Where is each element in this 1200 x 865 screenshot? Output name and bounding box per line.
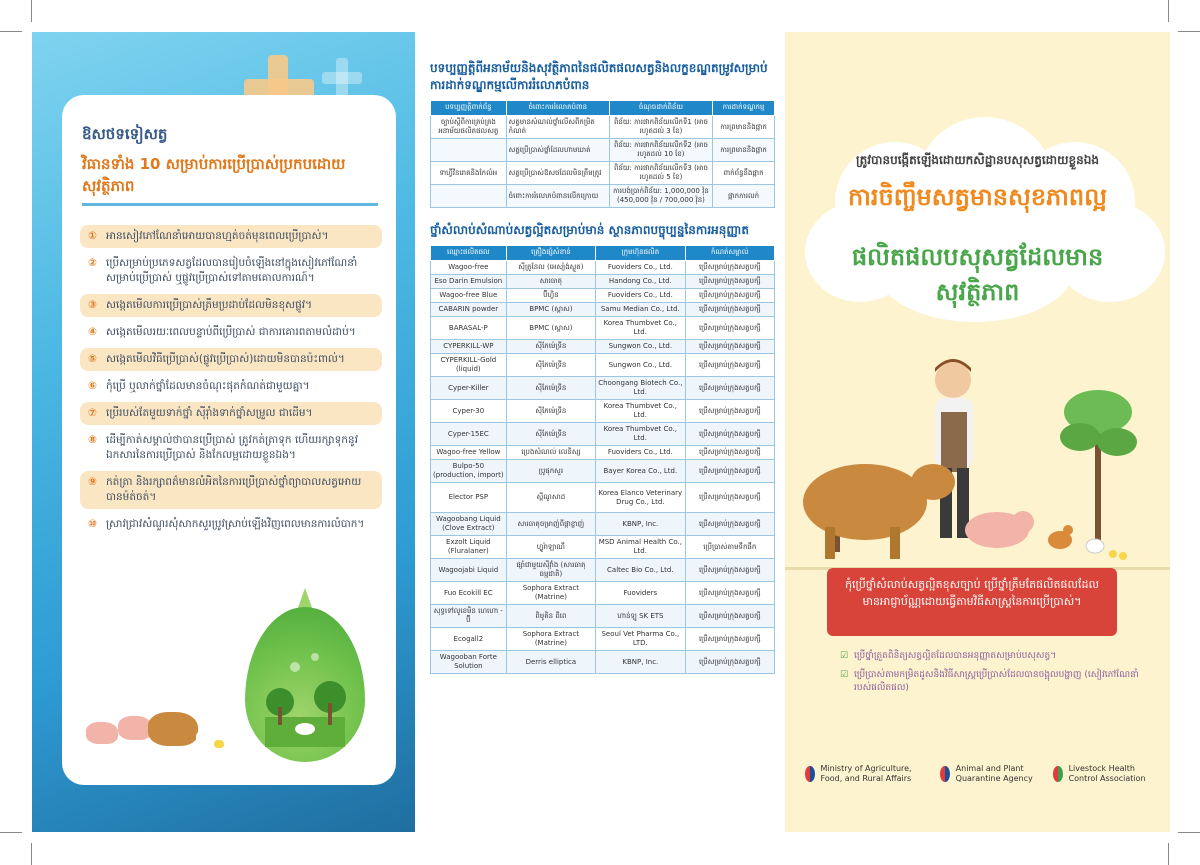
table-cell: ប្រើសម្រាប់ក្រុងសត្វបក្សី [685,377,774,400]
table-cell: KBNP, Inc. [596,513,685,536]
table-cell: Seoul Vet Pharma Co., LTD. [596,628,685,651]
rule-item [80,429,382,467]
table-cell: ប្រើសម្រាប់ក្រុងសត្វបក្សី [685,261,774,275]
table-row [431,605,775,628]
rule-text: ស្រាវជ្រាវសំណួរសុំសាកសួរប្រូវស្រាប់ឡើងវិញពេលមានការលំបាក។ [106,518,365,530]
table-cell: ប្រើសម្រាប់ក្រុងសត្វបក្សី [685,559,774,582]
table-row [431,139,775,162]
checklist [840,650,1140,701]
rule-text: អានសៀវភៅណែនាំអោយបានហ្មត់ចត់មុនពេលប្រើប្រាស់។ [106,230,329,242]
pig-icon [86,722,118,744]
table-cell: MSD Animal Health Co., Ltd. [596,536,685,559]
table-cell: ប្រើសម្រាប់ក្រុងសត្វបក្សី [685,446,774,460]
divider [82,203,378,206]
table-header: គ្រឿងផ្សំសំខាន់ [506,246,595,261]
agency-name: Animal and Plant Quarantine Agency [955,764,1033,783]
table-cell: Sungwon Co., Ltd. [596,354,685,377]
agency-logo [805,764,930,784]
table-header: ក្រុមហ៊ុនផលិត [596,246,685,261]
pesticides-title: ថ្នាំសំលាប់សំណាប់សត្វល្អិតសម្រាប់មាន់ ស្ថានភាពបច្ចុប្បន្ននៃការអនុញ្ញាត [430,223,750,237]
table-cell: Bayer Korea Co., Ltd. [596,460,685,483]
table-cell [431,185,507,208]
table-cell: ប្រើសម្រាប់ក្រុងសត្វបក្សី [685,303,774,317]
rule-item [80,513,382,536]
table-row [431,559,775,582]
table-row [431,628,775,651]
table-cell: Wagoo-free Yellow [431,446,507,460]
table-cell: ពិមូតិន ពីពេ [506,605,595,628]
table-cell: Wagoo-free [431,261,507,275]
table-cell: Korea Thumbvet Co., Ltd. [596,317,685,340]
table-row [431,423,775,446]
logos-row [805,764,1155,784]
table-cell: ប្រើសម្រាប់ក្រុងសត្វបក្សី [685,605,774,628]
table-cell: ប្រើសម្រាប់ក្រុងសត្វបក្សី [685,483,774,513]
table-header: ចំណុចដាក់ពិន័យ [609,101,712,116]
table-cell: Eso Darin Emulsion [431,275,507,289]
rule-number: ⑤ [88,353,97,365]
card-title: វិធានទាំង 10 សម្រាប់ការប្រើប្រាស់ប្រកបដោយសុវត្ថិភាព [82,155,346,195]
rule-number: ② [88,257,97,269]
table-cell: Exzolt Liquid (Fluralaner) [431,536,507,559]
table-cell: Derris elliptica [506,651,595,674]
table-cell: BARASAL-P [431,317,507,340]
rule-item [80,294,382,317]
table-cell: ស្ពីណូសាដ [506,483,595,513]
table-cell: ប៊ីហ្វិន [506,289,595,303]
table-row [431,400,775,423]
table-row [431,261,775,275]
table-cell: សុទ្ធទៅលូខេមិន ហេហោ - ប៊ី [431,605,507,628]
table-cell: ប្រេងសំណល់ លេនិស្ស [506,446,595,460]
rule-item [80,348,382,371]
table-row [431,289,775,303]
table-cell: ពិន័យ: ការផាកពិន័យលើកទី1 (អាចរហូតដល់ 3 ខែ) [609,116,712,139]
table-cell: Sophora Extract (Matrine) [506,628,595,651]
table-cell: Wagoojabi Liquid [431,559,507,582]
table-cell: ច្បាប់ស្តីពីការគ្រប់គ្រងអនាម័យផលិតផលសត្វ [431,116,507,139]
table-cell: Fuoviders Co., Ltd. [596,446,685,460]
table-cell: ប្រើសម្រាប់ក្រុងសត្វបក្សី [685,340,774,354]
table-cell: Elector PSP [431,483,507,513]
table-cell: Cyper-30 [431,400,507,423]
crop-mark [0,31,22,32]
checklist-text: ប្រើថ្នាំត្រួតពិនិត្យសត្វល្អិតដែលបានអនុញ្ញាតសម្រាប់បសុសត្វ។ [854,651,1057,661]
chicken-icon [196,730,216,746]
rule-item [80,375,382,398]
rule-text: សង្កេតមើលវិធីប្រើប្រាស់(ផ្លូវប្រើប្រាស់)ដោយមិនបានប៉ះពាល់។ [106,353,345,365]
rule-number: ⑦ [88,407,97,419]
table-cell [431,139,507,162]
table-cell: សត្វមានសំណល់ថ្នាំលើសពីកម្រិតកំណត់ [506,116,609,139]
table-row [431,317,775,340]
table-cell: ទាហ្វីវីនរោគនិងកែលំអ [431,162,507,185]
rule-item [80,471,382,509]
table-cell: ពាក់ព័ន្ធនឹងផ្អាក [713,162,775,185]
table-header: បទប្បញ្ញត្តិពាក់ព័ន្ធ [431,101,507,116]
table-cell: Fuoviders Co., Ltd. [596,289,685,303]
table-row [431,536,775,559]
table-cell: Korea Thumbvet Co., Ltd. [596,400,685,423]
regulations-title: បទប្បញ្ញត្តិពីអនាម័យនិងសុវត្ថិភាពនៃផលិតផលសត្វនិងលក្ខខណ្ឌតម្រូវសម្រាប់ការដាក់ទណ្ឌកម្មលើការរំលោភបំពាន [430,61,768,92]
rule-number: ③ [88,299,97,311]
farm-scene-icon [245,607,365,762]
crop-mark [31,843,32,865]
table-cell: Handong Co., Ltd. [596,275,685,289]
rule-text: ប្រើរបស់តែមួយទាក់ថ្នាំ ស៊ីរ៉ាំងទាក់ថ្នាំសម្រួល ជាដើម។ [106,407,313,419]
table-cell: Wagoobang Liquid (Clove Extract) [431,513,507,536]
table-cell: ប្រូផុកសួរ [506,460,595,483]
rule-text: កុំប្រើ ឬលាក់ថ្នាំដែលមានចំណុះផុតកំណត់ជាមួយគ្នា។ [106,380,310,392]
table-cell: ប្រើសម្រាប់ក្រុងសត្វបក្សី [685,582,774,605]
cover-title-1: ការចិញ្ចឹមសត្វមានសុខភាពល្អ [848,183,1107,211]
table-cell: Korea Thumbvet Co., Ltd. [596,423,685,446]
table-header: ឈ្មោះផលិតផល [431,246,507,261]
table-cell: Korea Elanco Veterinary Drug Co., Ltd. [596,483,685,513]
table-cell: Fuo Ecokill EC [431,582,507,605]
right-panel [785,32,1170,832]
table-row [431,513,775,536]
rule-number: ① [88,230,97,242]
table-cell: Fuoviders Co., Ltd. [596,261,685,275]
table-cell: Choongang Biotech Co., Ltd. [596,377,685,400]
table-row [431,483,775,513]
rule-text: សង្កេតមើលការប្រើប្រាស់ត្រឹមប្រដាប់ដែលមិនខុសផ្លូវ។ [106,299,313,311]
table-cell: ប្រើសម្រាប់ក្រុងសត្វបក្សី [685,275,774,289]
crop-mark [1168,843,1169,865]
table-cell: សារធាតុ [506,275,595,289]
table-cell: Cyper-Killer [431,377,507,400]
card-subtitle: ឱសថទទៀសត្វ [82,125,168,143]
table-cell: ប្រើសម្រាប់ក្រុងសត្វបក្សី [685,628,774,651]
rule-number: ⑧ [88,434,97,446]
table-row [431,340,775,354]
table-cell: ស៊ីភែម៉េទ្រីន [506,400,595,423]
table-cell: ពិន័យ: ការផាកពិន័យលើកទី2 (អាចរហូតដល់ 10 ខែ) [609,139,712,162]
table-cell: ផ្អាកការលក់ [713,185,775,208]
checklist-item [840,669,1140,695]
table-cell: Bulpo-50 (production, import) [431,460,507,483]
agency-name: Livestock Health Control Association [1068,764,1146,783]
table-row [431,275,775,289]
rule-text: ប្រើសម្រាប់ប្រភេទសត្វដែលបានរៀបចំឡើងនៅក្នុងសៀវភៅណែនាំសម្រាប់ប្រើប្រាស់ ឬផ្លូវប្រើប្រាស់ទៅតាមគោលការណ៍។ [106,257,358,284]
table-header: ការដាក់ទណ្ឌកម្ម [713,101,775,116]
table-cell: Ecogall2 [431,628,507,651]
table-cell: BPMC (ស្ពាស) [506,317,595,340]
agency-name: Ministry of Agriculture, Food, and Rural Affairs [820,764,912,783]
green-drop-illustration [245,607,365,762]
table-row [431,354,775,377]
table-cell: ស៊ីត្រូនែល (អេស្យ៉ង់ស្ងួត) [506,261,595,275]
table-cell: Sungwon Co., Ltd. [596,340,685,354]
regulations-table [430,100,775,208]
table-cell: សារធាតុចម្រាញ់ពីផ្កាខ្លាញ់ [506,513,595,536]
table-cell: Wagooban Forte Solution [431,651,507,674]
table-row [431,185,775,208]
table-cell: ស៊ីភែម៉េទ្រីន [506,423,595,446]
rule-text: កត់ត្រា និងរក្សាពត៌មានលំអិតនៃការប្រើប្រាស់ថ្នាំព្យាបាលសត្វអោយបានម៉ត់ចត់។ [106,476,362,503]
cow-icon [148,712,198,746]
checkbox-icon: ☑ [840,651,849,661]
pig-icon [118,716,152,740]
cover-title-2: ផលិតផលបសុសត្វដែលមានសុវត្ថិភាព [851,243,1104,306]
table-cell: ការព្រមាននិងផ្អាក [713,116,775,139]
table-cell: ប្រើសម្រាប់ក្រុងសត្វបក្សី [685,460,774,483]
warning-box: កុំប្រើថ្នាំសំលាប់សត្វល្អិតខុសច្បាប់ ប្រើថ្នាំត្រឹមតែផលិតផលដែលមានអាជ្ញាប័ណ្ណដោយធ្វើតាមវិធីសាស្ត្រនៃការប្រើប្រាស់។ [827,568,1117,636]
table-cell: CYPERKILL-WP [431,340,507,354]
table-cell: KBNP, Inc. [596,651,685,674]
crop-mark [1168,0,1169,22]
middle-panel [430,60,775,800]
rules-list [80,225,382,540]
checkbox-icon: ☑ [840,670,849,680]
chick-icon [214,740,224,748]
agency-emblem-icon [805,766,815,782]
table-cell: Samu Median Co., Ltd. [596,303,685,317]
table-row [431,582,775,605]
rule-number: ⑥ [88,380,97,392]
table-row [431,460,775,483]
checklist-item [840,650,1140,663]
table-cell: ស៊ីភែម៉េទ្រីន [506,377,595,400]
rule-number: ⑩ [88,518,97,530]
plus-decoration [336,58,348,98]
table-cell: Caltec Bio Co., Ltd. [596,559,685,582]
rule-text: ដើម្បីកាត់សម្គាល់ថាបានប្រើប្រាស់ ត្រូវកត់ត្រាទុក ហើយរក្សាទុកនូវឯកសារនៃការប្រើប្រាស់ និងកែលម្អដោយខ្លួនឯង។ [106,434,358,461]
table-cell: ហាន់ឡូ SK ETS [596,605,685,628]
rule-number: ⑨ [88,476,97,488]
table-cell: Cyper-15EC [431,423,507,446]
agency-emblem-icon [1053,766,1062,782]
table-cell: ប្រើសម្រាប់ក្រុងសត្វបក្សី [685,423,774,446]
table-row [431,651,775,674]
table-cell: ប្រើសម្រាប់ក្រុងសត្វបក្សី [685,354,774,377]
rule-number: ④ [88,326,97,338]
agency-logo [940,764,1043,784]
table-cell: Sophora Extract (Matrine) [506,582,595,605]
farmer-with-animals-illustration [795,352,1165,572]
crop-mark [31,0,32,22]
table-cell: BPMC (ស្ពាស) [506,303,595,317]
table-cell: ស៊ីភែម៉េទ្រីន [506,354,595,377]
table-cell: ប្រើសម្រាប់ក្រុងសត្វបក្សី [685,317,774,340]
table-cell: CYPERKILL-Gold (liquid) [431,354,507,377]
table-cell: ផ្សាំជាមួយស៊ីវ៉ាំង (សារធាតុធម្មជាតិ) [506,559,595,582]
checklist-text: ប្រើប្រាស់តាមកម្រិតដូសនិងវិធីសាស្ត្រប្រើប្រាស់ដែលបានចង្អុលបង្ហាញ (សៀវភៅណែនាំរបស់ផលិតផល) [854,670,1139,693]
table-cell: ប្រើសម្រាប់ក្រុងសត្វបក្សី [685,651,774,674]
agency-emblem-icon [940,766,949,782]
table-cell: Fuoviders [596,582,685,605]
table-cell: ការបង់ប្រាក់ពិន័យ: 1,000,000 វ៉ុន (450,000 វ៉ុន / 700,000 វ៉ុន) [609,185,712,208]
cover-kicker: ត្រូវបានបង្កើតឡើងដោយកសិដ្ឋានបសុសត្វដោយខ្លួនឯង [856,153,1099,167]
table-cell: ស៊ីភែម៉េទ្រីន [506,340,595,354]
table-row [431,446,775,460]
rule-item [80,321,382,344]
rule-item [80,252,382,290]
table-cell: សត្វប្រើប្រាស់ថ្នាំដែលហាមឃាត់ [506,139,609,162]
crop-mark [1178,832,1200,833]
table-cell: ប្រើប្រាស់តាមទឹកផឹក [685,536,774,559]
table-cell: Wagoo-free Blue [431,289,507,303]
table-cell: ប្រើសម្រាប់ក្រុងសត្វបក្សី [685,400,774,423]
table-cell: ចំពោះការរំលោភបំពានលើកក្រោយ [506,185,609,208]
rule-item [80,225,382,248]
table-cell: ការព្រមាននិងផ្អាក [713,139,775,162]
pesticides-table [430,245,775,674]
table-row [431,162,775,185]
table-cell: CABARIN powder [431,303,507,317]
table-header: កំណត់សម្គាល់ [685,246,774,261]
table-row [431,116,775,139]
agency-logo [1053,764,1155,784]
crop-mark [0,832,22,833]
table-header: ចំពោះការរំលោភបំពាន [506,101,609,116]
table-cell: ពិន័យ: ការផាកពិន័យលើកទី3 (អាចរហូតដល់ 5 ខែ) [609,162,712,185]
table-cell: ប្រើសម្រាប់ក្រុងសត្វបក្សី [685,513,774,536]
table-cell: សត្វប្រើប្រាស់ឱសថដែលមិនត្រឹមត្រូវ [506,162,609,185]
table-row [431,303,775,317]
table-row [431,377,775,400]
crop-mark [1178,31,1200,32]
table-cell: ប្រើសម្រាប់ក្រុងសត្វបក្សី [685,289,774,303]
rule-text: សង្កេតមើលរយៈពេលបន្ទាប់ពីប្រើប្រាស់ ជាការគោរពតាមលំដាប់។ [106,326,356,338]
table-cell: ហ្វ្លូរ៉ាឡាណឺ [506,536,595,559]
rule-item [80,402,382,425]
